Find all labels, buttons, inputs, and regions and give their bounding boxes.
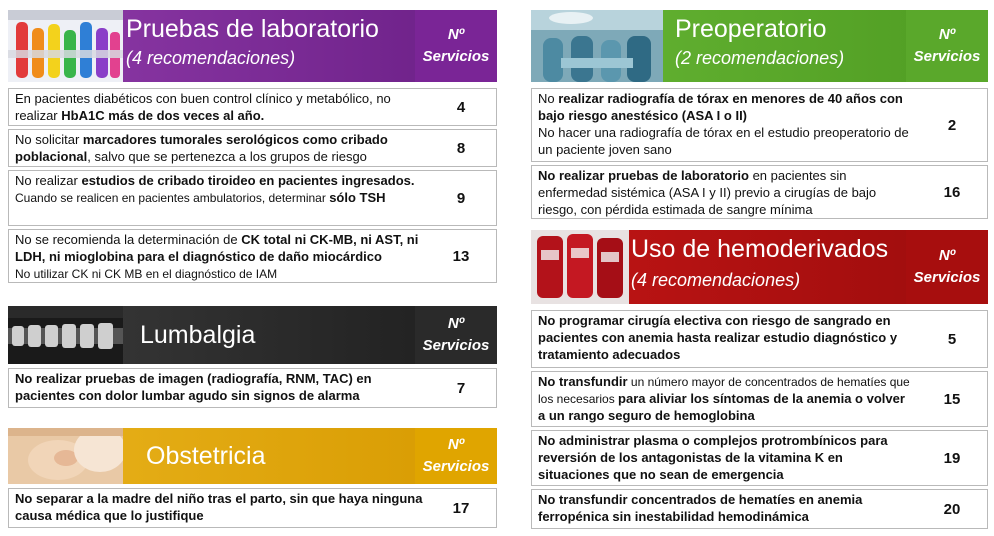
services-label-n: Nº xyxy=(447,26,465,43)
row-text-bold: No transfundir concentrados de hematíes en anemia ferropénica sin inestabilidad hemodinámica xyxy=(538,492,863,524)
table-row xyxy=(8,229,497,283)
obstetricia-header xyxy=(8,428,497,484)
lab-services-header xyxy=(415,10,497,82)
row-text-plain: No hacer una radiografía de tórax en el estudio preoperatorio de un paciente joven sano xyxy=(538,125,909,157)
row-text-bold: CK total ni CK-MB, ni AST, ni LDH, ni mioglobina para el diagnóstico de daño miocárdico xyxy=(15,232,419,264)
row-text xyxy=(15,90,424,124)
table-row xyxy=(8,88,497,126)
preop-panel xyxy=(531,10,988,220)
row-text-bold: para aliviar los síntomas de la anemia o volver a un rango seguro de hemoglobina xyxy=(538,391,905,423)
services-label-n: Nº xyxy=(938,247,956,264)
row-text-bold: No transfundir xyxy=(538,374,628,389)
newborn-baby-photo xyxy=(8,428,123,484)
services-label: Servicios xyxy=(422,48,490,65)
service-count: 5 xyxy=(947,330,957,348)
preop-services-header xyxy=(906,10,988,82)
row-text xyxy=(538,312,915,363)
row-text-plain: No realizar xyxy=(15,173,82,188)
row-text-bold: estudios de cribado tiroideo en pacientes ingresados. xyxy=(81,173,415,188)
lab-header xyxy=(8,10,497,82)
service-count: 19 xyxy=(943,449,961,467)
preop-title: Preoperatorio xyxy=(675,15,827,43)
hemo-subtitle: (4 recomendaciones) xyxy=(631,270,801,290)
services-label: Servicios xyxy=(913,269,981,286)
services-label-n: Nº xyxy=(447,315,465,332)
obstetricia-title: Obstetricia xyxy=(146,442,266,470)
lab-test-tubes-photo xyxy=(8,10,123,82)
table-row xyxy=(8,129,497,167)
hemo-header xyxy=(531,230,988,304)
spine-xray-photo xyxy=(8,306,123,364)
lab-title: Pruebas de laboratorio xyxy=(126,15,379,43)
table-row xyxy=(531,430,988,486)
service-count: 7 xyxy=(456,379,466,397)
row-text-bold: realizar radiografía de tórax en menores de 40 años con bajo riesgo anestésico (ASA I o II) xyxy=(538,91,903,123)
services-label-n: Nº xyxy=(447,436,465,453)
service-count: 2 xyxy=(947,116,957,134)
service-count: 15 xyxy=(943,390,961,408)
row-text-bold: No realizar pruebas de laboratorio xyxy=(538,168,749,183)
service-count: 17 xyxy=(452,499,470,517)
row-text xyxy=(538,432,915,483)
row-text xyxy=(538,373,915,424)
table-row xyxy=(8,488,497,528)
row-text xyxy=(538,491,915,525)
row-text xyxy=(15,370,424,404)
row-text-plain: No xyxy=(538,91,559,106)
row-text-plain: Cuando se realicen en pacientes ambulatorios, determinar xyxy=(15,191,330,205)
row-text-bold: HbA1C más de dos veces al año. xyxy=(61,108,265,123)
row-text-plain: No se recomienda la determinación de xyxy=(15,232,242,247)
row-text xyxy=(538,167,915,218)
lumbalgia-services-header xyxy=(415,306,497,364)
row-text-plain: en pacientes sin enfermedad sistémica (ASA I y II) previo a cirugías de bajo riesgo, con pérdida estimada de sangre mínima xyxy=(538,168,877,217)
lumbalgia-panel xyxy=(8,306,497,410)
row-text xyxy=(15,490,424,524)
service-count: 16 xyxy=(943,183,961,201)
row-text-plain: , salvo que se pertenezca a los grupos de riesgo xyxy=(87,149,367,164)
service-count: 8 xyxy=(456,139,466,157)
services-label: Servicios xyxy=(422,458,490,475)
hemo-title: Uso de hemoderivados xyxy=(631,235,889,263)
table-row xyxy=(531,489,988,529)
preop-subtitle: (2 recomendaciones) xyxy=(675,48,845,68)
row-text xyxy=(538,90,915,158)
row-text-plain: No utilizar CK ni CK MB en el diagnóstico de IAM xyxy=(15,267,278,281)
service-count: 20 xyxy=(943,500,961,518)
hemo-panel xyxy=(531,230,988,530)
row-text-bold: No programar cirugía electiva con riesgo de sangrado en pacientes con anemia hasta realizar estudio diagnóstico y tratamiento adecuados xyxy=(538,313,898,362)
services-label-n: Nº xyxy=(938,26,956,43)
services-label: Servicios xyxy=(913,48,981,65)
hemo-services-header xyxy=(906,230,988,304)
table-row xyxy=(531,310,988,368)
row-text-bold: No realizar pruebas de imagen (radiografía, RNM, TAC) en pacientes con dolor lumbar agudo sin signos de alarma xyxy=(15,371,372,403)
row-text-bold: sólo TSH xyxy=(329,190,386,205)
table-row xyxy=(531,88,988,162)
service-count: 13 xyxy=(452,247,470,265)
table-row xyxy=(8,170,497,226)
preop-header xyxy=(531,10,988,82)
row-text xyxy=(15,172,424,206)
row-text-plain: No solicitar xyxy=(15,132,83,147)
row-text xyxy=(15,231,424,282)
blood-bags-photo xyxy=(531,230,629,304)
lab-panel xyxy=(8,10,497,281)
service-count: 4 xyxy=(456,98,466,116)
table-row xyxy=(531,371,988,427)
row-text xyxy=(15,131,424,165)
lumbalgia-title: Lumbalgia xyxy=(140,321,256,349)
row-text-bold: No administrar plasma o complejos protrombínicos para reversión de los antagonistas de la vitamina K en situaciones que no sean de emergencia xyxy=(538,433,888,482)
row-text-bold: No separar a la madre del niño tras el parto, sin que haya ninguna causa médica que lo justifique xyxy=(15,491,423,523)
lumbalgia-header xyxy=(8,306,497,364)
table-row xyxy=(531,165,988,219)
row-text-plain: un número mayor de concentrados de hematíes que los necesarios xyxy=(538,375,910,406)
obstetricia-panel xyxy=(8,428,497,530)
services-label: Servicios xyxy=(422,337,490,354)
service-count: 9 xyxy=(456,189,466,207)
table-row xyxy=(8,368,497,408)
row-text-plain: En pacientes diabéticos con buen control clínico y metabólico, no realizar xyxy=(15,91,391,123)
lab-subtitle: (4 recomendaciones) xyxy=(126,48,296,68)
operating-room-photo xyxy=(531,10,663,82)
obstetricia-services-header xyxy=(415,428,497,484)
row-text-bold: marcadores tumorales serológicos como cribado poblacional xyxy=(15,132,388,164)
